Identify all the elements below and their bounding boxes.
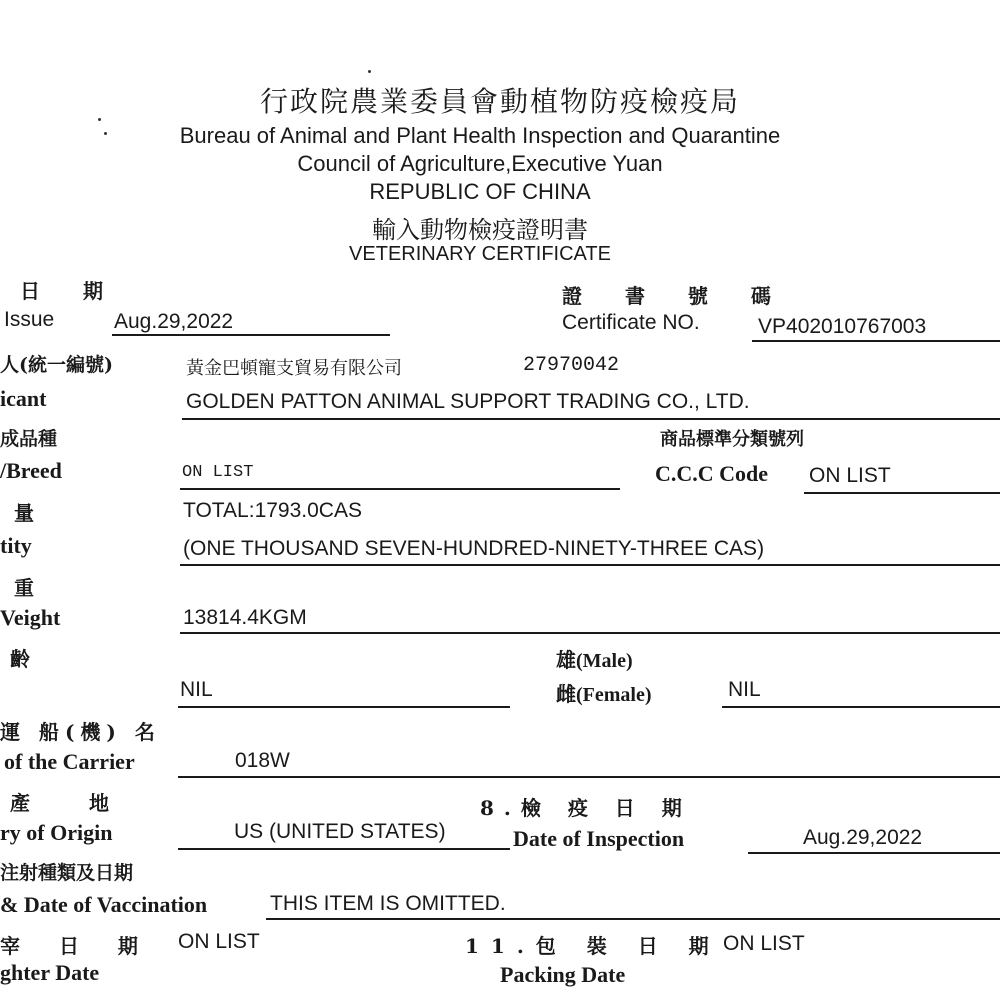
age-value: NIL: [180, 678, 213, 701]
ccc-label-en: C.C.C Code: [655, 461, 769, 486]
weight-underline: [180, 632, 1000, 634]
breed-label-zh: 成品種: [0, 428, 58, 450]
issue-underline: [112, 334, 390, 336]
certificate-title-en: VETERINARY CERTIFICATE: [349, 243, 611, 265]
certificate-underline: [752, 340, 1000, 342]
origin-value: US (UNITED STATES): [234, 820, 446, 843]
sex-value: NIL: [728, 678, 761, 701]
applicant-label-en: icant: [0, 386, 47, 411]
weight-label-zh: 重: [14, 576, 34, 600]
certificate-label-en: Certificate NO.: [562, 311, 700, 334]
applicant-name-zh: 黃金巴頓寵支貿易有限公司: [186, 358, 402, 379]
slaughter-label-zh: 宰 日 期: [0, 934, 154, 958]
ccc-label-zh: 商品標準分類號列: [660, 429, 804, 450]
vaccination-label-en: & Date of Vaccination: [0, 892, 208, 917]
bureau-title-en: Bureau of Animal and Plant Health Inspection and Quarantine: [179, 123, 781, 148]
carrier-value: 018W: [235, 749, 290, 772]
sex-underline: [722, 706, 1000, 708]
ccc-value: ON LIST: [809, 464, 891, 487]
age-underline: [178, 706, 510, 708]
applicant-uniform-number: 27970042: [523, 354, 620, 377]
carrier-label-en: of the Carrier: [4, 749, 135, 774]
vaccination-value: THIS ITEM IS OMITTED.: [270, 892, 506, 915]
origin-label-en: ry of Origin: [0, 820, 113, 845]
origin-underline: [178, 848, 510, 850]
sex-male-label: 雄(Male): [556, 650, 633, 672]
weight-value: 13814.4KGM: [183, 606, 307, 629]
slaughter-date-value: ON LIST: [178, 930, 260, 953]
age-label-zh: 齡: [10, 647, 30, 671]
scan-speck: [368, 70, 371, 73]
ccc-underline: [804, 492, 1000, 494]
country-title: REPUBLIC OF CHINA: [369, 179, 591, 204]
quantity-words: (ONE THOUSAND SEVEN-HUNDRED-NINETY-THREE CAS): [183, 537, 765, 560]
packing-date-value: ON LIST: [723, 932, 805, 955]
slaughter-label-en: ghter Date: [0, 960, 100, 985]
applicant-label-zh: 人(統一編號): [0, 354, 113, 376]
certificate-title-zh: 輸入動物檢疫證明書: [372, 216, 588, 244]
inspection-date-value: Aug.29,2022: [803, 826, 923, 849]
breed-label-en: /Breed: [0, 458, 62, 483]
packing-label-zh: 11.包 裝 日 期: [465, 934, 721, 958]
vaccination-underline: [266, 918, 1000, 920]
breed-value: ON LIST: [182, 463, 254, 482]
quantity-total: TOTAL:1793.0CAS: [183, 499, 362, 522]
origin-label-zh: 產 地: [10, 791, 135, 815]
issue-label-en: Issue: [4, 308, 55, 331]
inspection-label-zh: 8.檢 疫 日 期: [480, 796, 692, 820]
inspection-label-en: Date of Inspection: [513, 826, 685, 851]
issue-label-zh: 日 期: [20, 279, 121, 303]
quantity-label-en: tity: [0, 533, 32, 558]
vaccination-label-zh: 注射種類及日期: [0, 862, 134, 884]
quantity-underline: [180, 564, 1000, 566]
council-title: Council of Agriculture,Executive Yuan: [297, 151, 663, 176]
carrier-label-zh: 運 船(機) 名: [0, 720, 161, 744]
inspection-underline: [748, 852, 1000, 854]
applicant-underline: [182, 418, 1000, 420]
carrier-underline: [178, 776, 1000, 778]
sex-female-label: 雌(Female): [556, 684, 652, 706]
bureau-title-zh: 行政院農業委員會動植物防疫檢疫局: [259, 85, 740, 118]
breed-underline: [180, 488, 620, 490]
quantity-label-zh: 量: [14, 501, 34, 525]
weight-label-en: Veight: [0, 605, 61, 630]
applicant-name-en: GOLDEN PATTON ANIMAL SUPPORT TRADING CO., LTD.: [186, 390, 750, 413]
packing-label-en: Packing Date: [500, 962, 626, 987]
certificate-label-zh: 證 書 號 碼: [562, 284, 789, 308]
issue-date-value: Aug.29,2022: [114, 310, 234, 333]
certificate-number-value: VP402010767003: [758, 315, 927, 338]
